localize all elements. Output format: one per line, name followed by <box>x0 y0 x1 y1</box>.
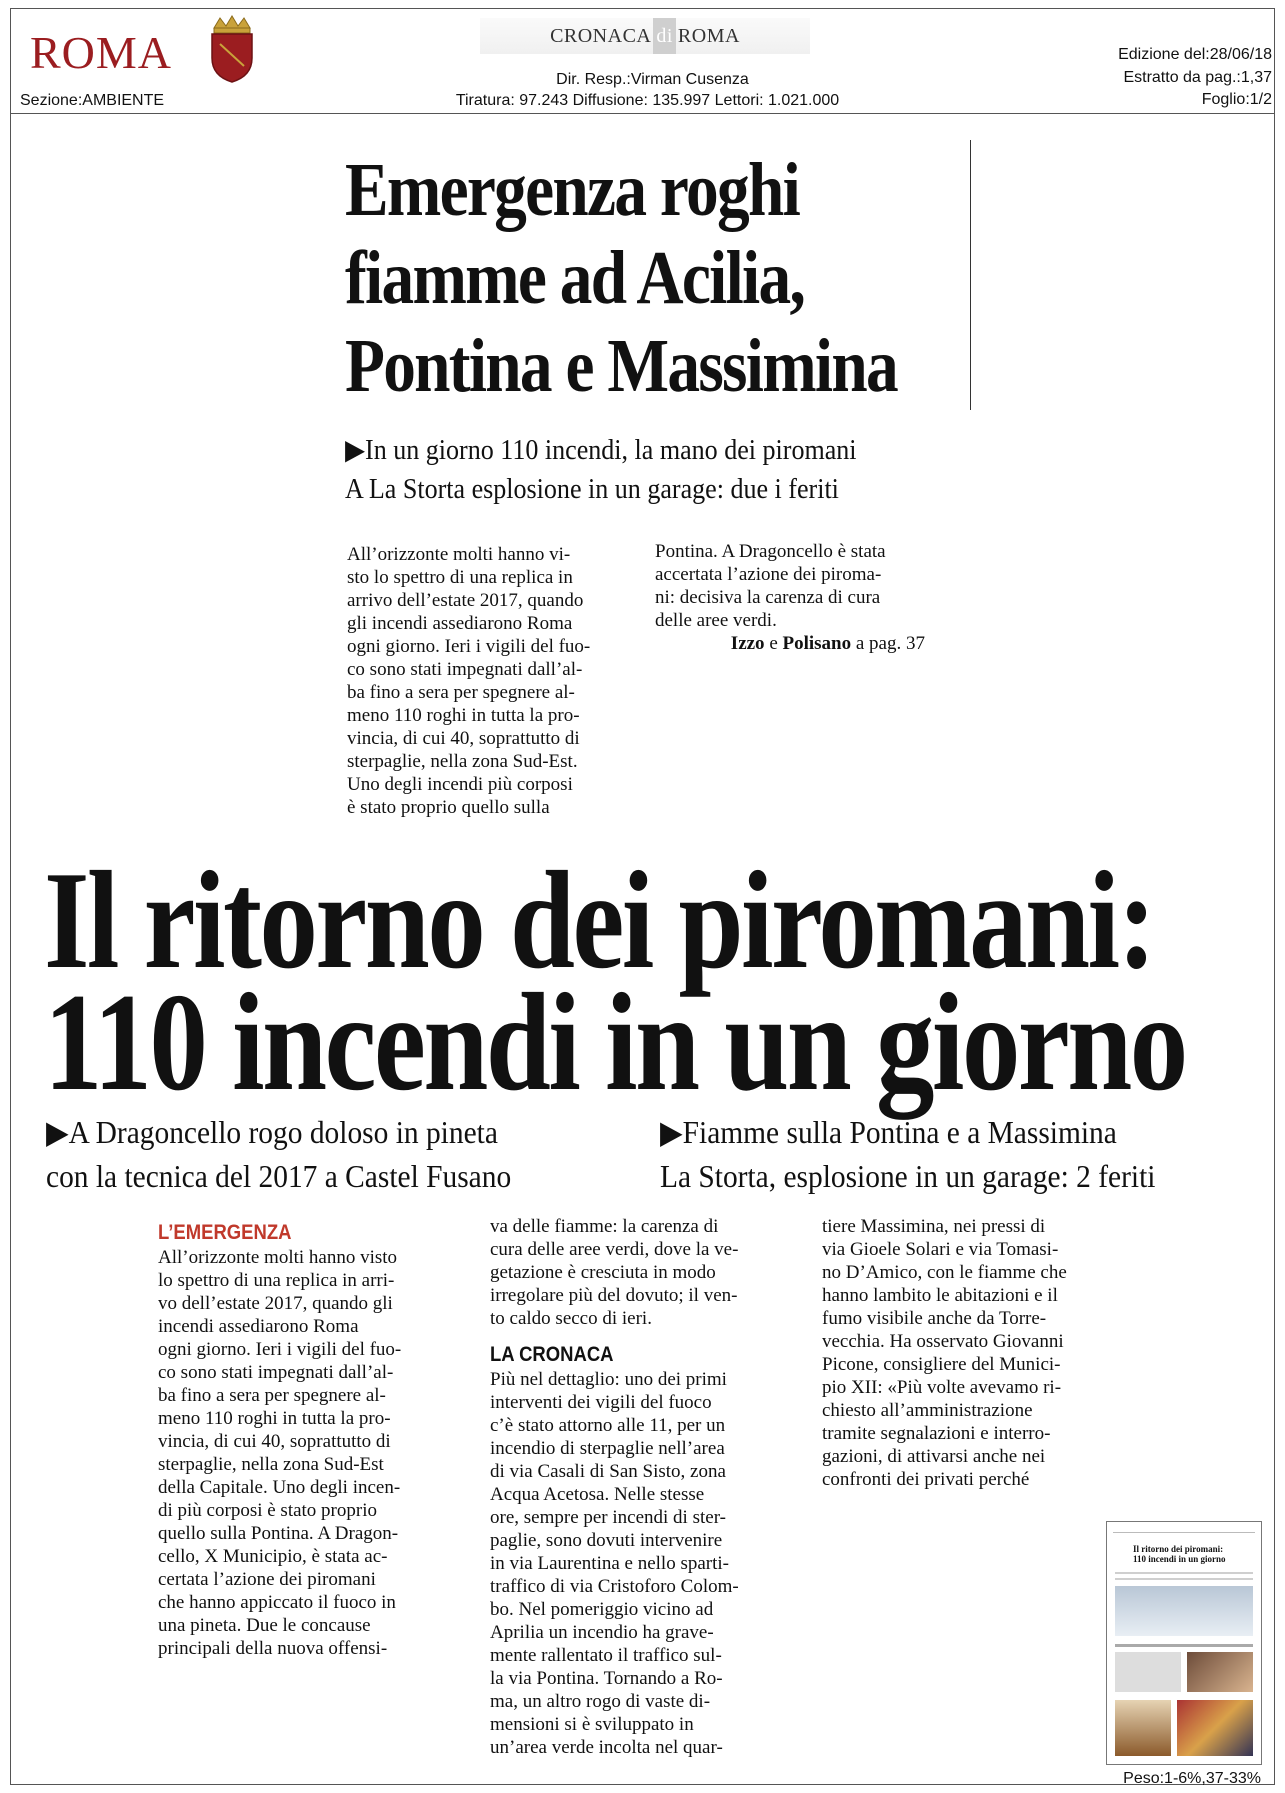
text-line: gli incendi assediarono Roma <box>347 613 573 634</box>
text-line: interventi dei vigili del fuoco <box>490 1392 712 1413</box>
lead-vertical-rule <box>970 140 971 410</box>
article-column-3 <box>822 1215 1122 1491</box>
extract-pages: Estratto da pag.:1,37 <box>1123 69 1272 86</box>
thumb-text-line <box>1115 1644 1253 1647</box>
text-line: ma, un altro rogo di vaste di- <box>490 1691 711 1712</box>
text-line: in via Laurentina e nello sparti- <box>490 1553 729 1574</box>
text-line: chiesto all’amministrazione <box>822 1400 1033 1421</box>
sheet-number: Foglio:1/2 <box>1201 91 1272 108</box>
text-line: certata l’azione dei piromani <box>158 1569 376 1590</box>
lead-subtitle-line: ▶In un giorno 110 incendi, la mano dei piromani <box>345 435 857 466</box>
text-line: quello sulla Pontina. A Dragon- <box>158 1523 399 1544</box>
text-line: confronti dei privati perché <box>822 1469 1030 1490</box>
article-headline-line: Il ritorno dei piromani: <box>44 843 1154 998</box>
thumb-photo <box>1115 1586 1253 1636</box>
text-line: meno 110 roghi in tutta la pro- <box>347 705 580 726</box>
article-subtitle-right: La Storta, esplosione in un garage: 2 feriti <box>660 1158 1156 1194</box>
text-line: co sono stati impegnati dall’al- <box>347 659 583 680</box>
text-line: vo dell’estate 2017, quando gli <box>158 1293 393 1314</box>
text-line: sterpaglie, nella zona Sud-Est <box>158 1454 384 1475</box>
text-line: lo spettro di una replica in arri- <box>158 1270 395 1291</box>
text-line: ba fino a sera per spegnere al- <box>158 1385 386 1406</box>
text-line: sto lo spettro di una replica in <box>347 567 573 588</box>
text-line: Pontina. A Dragoncello è stata <box>655 541 886 562</box>
page-thumbnail <box>1106 1521 1262 1765</box>
text-line: incendi assediarono Roma <box>158 1316 359 1337</box>
article-column-2 <box>490 1215 790 1759</box>
text-line: mensioni si è sviluppato in <box>490 1714 694 1735</box>
text-line: Aprilia un incendio ha grave- <box>490 1622 714 1643</box>
text-line: ogni giorno. Ieri i vigili del fuo- <box>158 1339 402 1360</box>
text-line: getazione è cresciuta in modo <box>490 1262 716 1283</box>
thumb-rule <box>1113 1532 1255 1533</box>
text-line: vincia, di cui 40, soprattutto di <box>347 728 580 749</box>
text-line: Uno degli incendi più corposi <box>347 774 573 795</box>
author-name: Izzo <box>730 633 765 654</box>
text-line: no D’Amico, con le fiamme che <box>822 1262 1067 1283</box>
text-line: cello, X Municipio, è stata ac- <box>158 1546 388 1567</box>
text-line: hanno lambito le abitazioni e il <box>822 1285 1058 1306</box>
circulation-line: Tiratura: 97.243 Diffusione: 135.997 Lettori: 1.021.000 <box>455 92 840 109</box>
article-headline <box>44 843 1186 1120</box>
text-line: via Gioele Solari e via Tomasi- <box>822 1239 1059 1260</box>
lead-column-2 <box>655 540 935 655</box>
edition-date: Edizione del:28/06/18 <box>1118 46 1272 63</box>
text-line: un’area verde incolta nel quar- <box>490 1737 723 1758</box>
text-line: arrivo dell’estate 2017, quando <box>347 590 584 611</box>
text-line: è stato proprio quello sulla <box>347 797 550 818</box>
thumb-text-line <box>1115 1572 1253 1574</box>
thumb-text-line <box>1115 1578 1253 1580</box>
text-line: ore, sempre per incendi di ster- <box>490 1507 726 1528</box>
text-line: che hanno appiccato il fuoco in <box>158 1592 396 1613</box>
text-line: delle aree verdi. <box>655 610 777 631</box>
article-subtitle-left: ▶A Dragoncello rogo doloso in pineta <box>46 1114 498 1150</box>
article-subtitle-left: con la tecnica del 2017 a Castel Fusano <box>46 1158 512 1194</box>
text-line: irregolare più del dovuto; il ven- <box>490 1285 738 1306</box>
roma-logo: ROMA <box>30 27 173 78</box>
text-line: accertata l’azione dei piroma- <box>655 564 882 585</box>
lead-headline <box>345 146 897 410</box>
text-line: pio XII: «Più volte avevamo ri- <box>822 1377 1062 1398</box>
lead-signature: Izzo e Polisano a pag. 37 <box>730 633 925 654</box>
article-column-1 <box>158 1220 458 1660</box>
text-line: meno 110 roghi in tutta la pro- <box>158 1408 391 1429</box>
text-line: co sono stati impegnati dall’al- <box>158 1362 394 1383</box>
text-line: fumo visibile anche da Torre- <box>822 1308 1047 1329</box>
text-line: ba fino a sera per spegnere al- <box>347 682 575 703</box>
text-line: paglie, sono dovuti intervenire <box>490 1530 723 1551</box>
text-line: sterpaglie, nella zona Sud-Est. <box>347 751 578 772</box>
lead-subtitle-line: A La Storta esplosione in un garage: due i feriti <box>345 474 839 505</box>
text-line: Acqua Acetosa. Nelle stesse <box>490 1484 705 1505</box>
section-label: Sezione:AMBIENTE <box>20 92 165 109</box>
text-line: va delle fiamme: la carenza di <box>490 1216 719 1237</box>
lead-headline-line: Pontina e Massimina <box>345 324 897 408</box>
text-line: di via Casali di San Sisto, zona <box>490 1461 726 1482</box>
text-line: c’è stato attorno alle 11, per un <box>490 1415 726 1436</box>
kicker-la-cronaca: LA CRONACA <box>490 1343 614 1366</box>
thumb-text-block <box>1115 1652 1181 1692</box>
text-line: della Capitale. Uno degli incen- <box>158 1477 401 1498</box>
lead-headline-line: fiamme ad Acilia, <box>345 236 805 320</box>
text-line: All’orizzonte molti hanno visto <box>158 1247 398 1268</box>
text-line: gazioni, di attivarsi anche nei <box>822 1446 1046 1467</box>
text-line: cura delle aree verdi, dove la ve- <box>490 1239 739 1260</box>
thumb-ad <box>1115 1700 1171 1756</box>
text-line: traffico di via Cristoforo Colom- <box>490 1576 739 1597</box>
text-line: incendio di sterpaglie nell’area <box>490 1438 725 1459</box>
header-divider <box>10 113 1275 114</box>
text-line: Più nel dettaglio: uno dei primi <box>490 1369 727 1390</box>
peso-label: Peso:1-6%,37-33% <box>1123 1770 1261 1787</box>
lead-column-2-text <box>655 540 935 632</box>
text-line: bo. Nel pomeriggio vicino ad <box>490 1599 714 1620</box>
text-line: la via Pontina. Tornando a Ro- <box>490 1668 723 1689</box>
text-line: ni: decisiva la carenza di cura <box>655 587 881 608</box>
lead-headline-line: Emergenza roghi <box>345 148 800 232</box>
thumb-ad <box>1177 1700 1253 1756</box>
article-column-2-text-b <box>490 1368 790 1759</box>
lead-column-1 <box>347 543 627 819</box>
text-line: to caldo secco di ieri. <box>490 1308 652 1329</box>
article-headline-line: 110 incendi in un giorno <box>44 965 1186 1120</box>
text-line: ogni giorno. Ieri i vigili del fuo- <box>347 636 591 657</box>
kicker-emergenza: L’EMERGENZA <box>158 1221 292 1244</box>
text-line: All’orizzonte molti hanno vi- <box>347 544 571 565</box>
publication-logo: CRONACA di ROMA <box>480 18 810 54</box>
text-line: tramite segnalazioni e interro- <box>822 1423 1051 1444</box>
text-line: di più corposi è stato proprio <box>158 1500 377 1521</box>
text-line: una pineta. Due le concause <box>158 1615 371 1636</box>
article-column-2-text-a <box>490 1215 790 1330</box>
article-column-1-text <box>158 1246 458 1660</box>
thumb-headline: Il ritorno dei piromani: 110 incendi in un giorno <box>1133 1544 1226 1564</box>
article-subtitle-right: ▶Fiamme sulla Pontina e a Massimina <box>660 1114 1117 1150</box>
text-line: Picone, consigliere del Munici- <box>822 1354 1061 1375</box>
text-line: principali della nuova offensi- <box>158 1638 388 1659</box>
text-line: tiere Massimina, nei pressi di <box>822 1216 1046 1237</box>
text-line: vecchia. Ha osservato Giovanni <box>822 1331 1064 1352</box>
text-line: mente rallentato il traffico sul- <box>490 1645 722 1666</box>
director-line: Dir. Resp.:Virman Cusenza <box>556 71 749 88</box>
author-name: Polisano <box>782 633 852 654</box>
text-line: vincia, di cui 40, soprattutto di <box>158 1431 391 1452</box>
thumb-photo <box>1187 1652 1253 1692</box>
